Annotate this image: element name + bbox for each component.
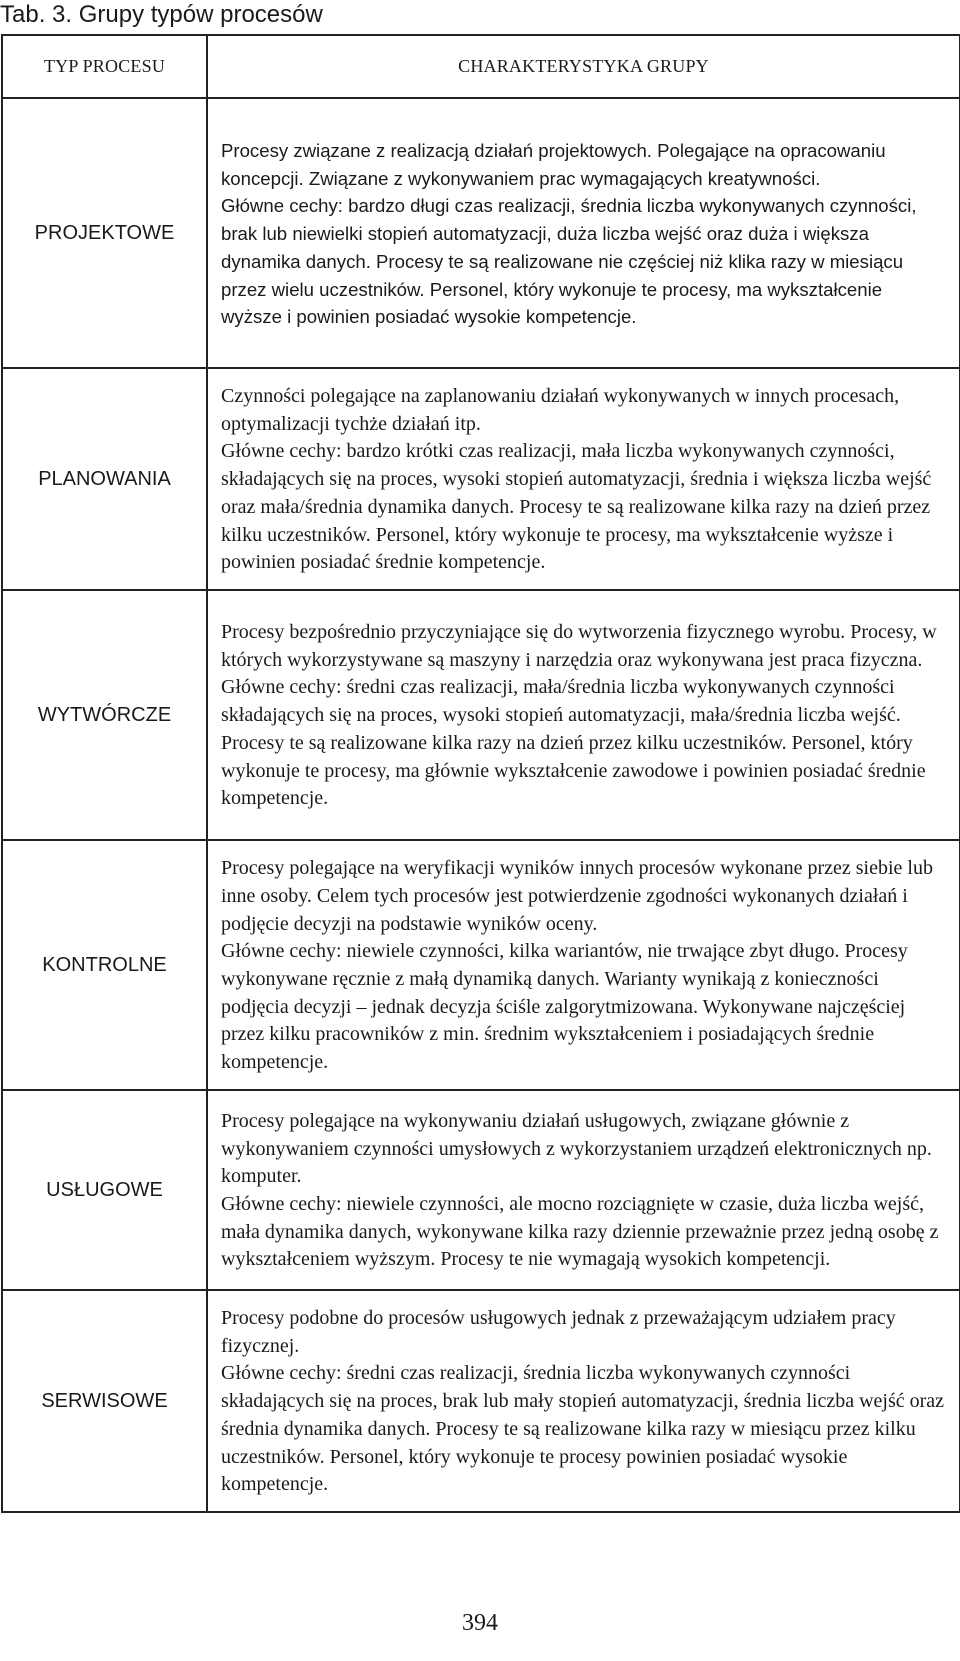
description-paragraph: Procesy polegające na wykonywaniu działań usługowych, związane głównie z wykonywaniem czynności umysłowych z wykorzystaniem urządzeń elektronicznych np. komputer. [221, 1109, 932, 1188]
header-type: TYP PROCESU [2, 35, 207, 98]
table-row [2, 590, 960, 840]
description-cell [207, 98, 960, 368]
table-row [2, 840, 960, 1090]
table-caption: Tab. 3. Grupy typów procesów [0, 1, 323, 28]
description-paragraph: Główne cechy: bardzo długi czas realizacji, średnia liczba wykonywanych czynności, brak lub niewielki stopień automatyzacji, duża liczba wejść oraz duża i większa dynamika danych. Procesy te są realizowane nie częściej niż klika razy w miesiącu przez wielu uczestników. Personel, który wykonuje te procesy, ma wykształcenie wyższe i powinien posiadać wysokie kompetencje. [221, 195, 917, 328]
description-paragraph: Główne cechy: bardzo krótki czas realizacji, mała liczba wykonywanych czynności, składających się na proces, wysoki stopień automatyzacji, średnia i większa liczba wejść oraz mała/średnia dynamika danych. Procesy te są realizowane kilka razy na dzień przez kilku uczestników. Personel, który wykonuje te procesy, ma wykształcenie wyższe i powinien posiadać średnie kompetencje. [221, 440, 932, 574]
process-types-table [1, 34, 960, 1513]
description-paragraph: Główne cechy: średni czas realizacji, średnia liczba wykonywanych czynności składających się na proces, brak lub mały stopień automatyzacji, średnia liczba wejść oraz średnia dynamika danych. Procesy te są realizowane kilka razy w miesiącu przez kilku uczestników. Personel, który wykonuje te procesy powinien posiadać wysokie kompetencje. [221, 1362, 945, 1496]
table-row [2, 1290, 960, 1512]
description-paragraph: Główne cechy: średni czas realizacji, mała/średnia liczba wykonywanych czynności składających się na proces, wysoki stopień automatyzacji, mała/średnia liczba wejść. Procesy te są realizowane kilka razy na dzień przez kilku uczestników. Personel, który wykonuje te procesy, ma głównie wykształcenie zawodowe i powinien posiadać średnie kompetencje. [221, 676, 926, 810]
process-type-cell: KONTROLNE [2, 840, 207, 1090]
description-paragraph: Procesy podobne do procesów usługowych jednak z przeważającym udziałem pracy fizycznej. [221, 1307, 896, 1357]
description-cell [207, 840, 960, 1090]
description-cell [207, 1090, 960, 1290]
process-type-cell: USŁUGOWE [2, 1090, 207, 1290]
process-type-cell: PROJEKTOWE [2, 98, 207, 368]
process-type-cell: PLANOWANIA [2, 368, 207, 590]
process-type-cell: WYTWÓRCZE [2, 590, 207, 840]
process-type-cell: SERWISOWE [2, 1290, 207, 1512]
table-row [2, 368, 960, 590]
description-paragraph: Czynności polegające na zaplanowaniu działań wykonywanych w innych procesach, optymalizacji tychże działań itp. [221, 385, 900, 435]
table-row [2, 98, 960, 368]
description-paragraph: Procesy polegające na weryfikacji wyników innych procesów wykonane przez siebie lub inne osoby. Celem tych procesów jest potwierdzenie zgodności wykonanych działań i podjęcie decyzji na podstawie wyników oceny. [221, 857, 933, 935]
description-paragraph: Główne cechy: niewiele czynności, ale mocno rozciągnięte w czasie, duża liczba wejść, mała dynamika danych, wykonywane kilka razy dziennie przeważnie przez jedną osobę z wykształceniem wyższym. Procesy te nie wymagają wysokich kompetencji. [221, 1193, 939, 1271]
table-header-row [2, 35, 960, 98]
description-paragraph: Główne cechy: niewiele czynności, kilka wariantów, nie trwające zbyt długo. Procesy wykonywane ręcznie z małą dynamiką danych. Warianty wynikają z konieczności podjęcia decyzji – jednak decyzja ściśle zalgorytmizowana. Wykonywane najczęściej przez kilku pracowników z min. średnim wykształceniem i posiadających średnie kompetencje. [221, 940, 908, 1074]
description-paragraph: Procesy związane z realizacją działań projektowych. Polegające na opracowaniu koncepcji. Związane z wykonywaniem prac wymagających kreatywności. [221, 140, 886, 189]
page-number: 394 [462, 1610, 498, 1636]
description-cell [207, 590, 960, 840]
description-cell [207, 368, 960, 590]
description-paragraph: Procesy bezpośrednio przyczyniające się do wytworzenia fizycznego wyrobu. Procesy, w których wykorzystywane są maszyny i narzędzia oraz wykonywana jest praca fizyczna. [221, 621, 937, 671]
description-cell [207, 1290, 960, 1512]
header-characteristic: CHARAKTERYSTYKA GRUPY [207, 35, 960, 98]
table-row [2, 1090, 960, 1290]
